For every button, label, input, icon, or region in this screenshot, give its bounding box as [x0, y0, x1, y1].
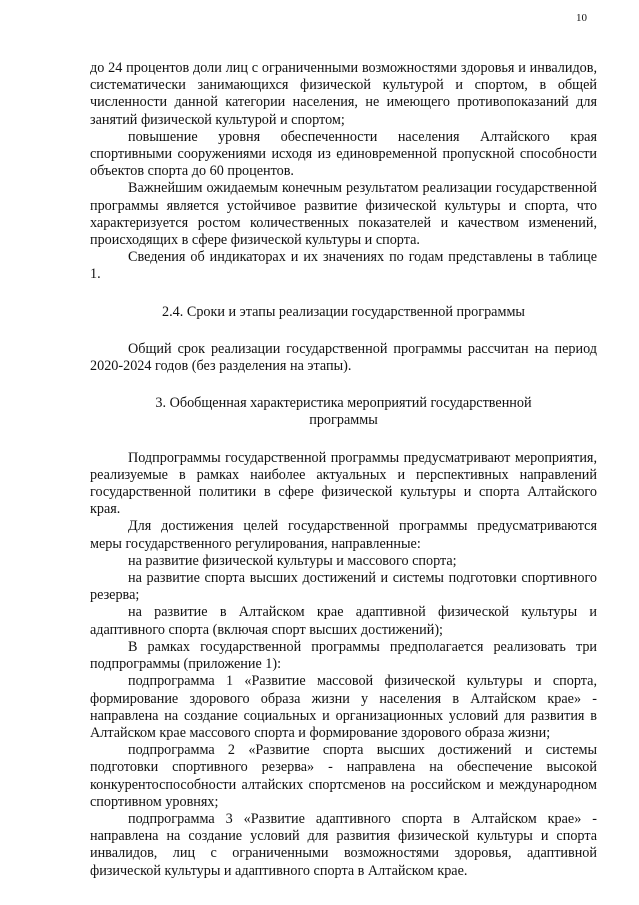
list-item: на развитие физической культуры и массового спорта;	[128, 552, 457, 569]
paragraph: повышение уровня обеспеченности населения Алтайского края спортивными сооружениями исходя из единовременной пропускной способности объектов спорта до 60 процентов.	[90, 128, 597, 180]
paragraph: Важнейшим ожидаемым конечным результатом реализации государственной программы является устойчивое развитие физической культуры и спорта, что характеризуется ростом количественных показателей и качеством изменений, происходящих в сфере физической культуры и спорта.	[90, 180, 597, 249]
paragraph: В рамках государственной программы предполагается реализовать три подпрограммы (приложение 1):	[90, 638, 597, 673]
section-3-heading-line2: программы	[309, 412, 378, 429]
section-3-heading-line1: 3. Обобщенная характеристика мероприятий государственной	[155, 395, 532, 412]
list-item: на развитие в Алтайском крае адаптивной физической культуры и адаптивного спорта (включая спорт высших достижений);	[90, 604, 597, 638]
paragraph: Сведения об индикаторах и их значениях по годам представлены в таблице 1.	[90, 249, 597, 283]
list-item: на развитие спорта высших достижений и системы подготовки спортивного резерва;	[90, 570, 597, 604]
paragraph: Общий срок реализации государственной программы рассчитан на период 2020-2024 годов (без разделения на этапы).	[90, 340, 597, 375]
list-item: подпрограмма 3 «Развитие адаптивного спорта в Алтайском крае» - направлена на создание условий для развития физической культуры и спорта инвалидов, лиц с ограниченными возможностями здоровья, адаптивной физической культуры и адаптивного спорта в Алтайском крае.	[90, 810, 597, 879]
section-3-heading	[90, 395, 597, 429]
paragraph: Подпрограммы государственной программы предусматривают мероприятия, реализуемые в рамках наиболее актуальных и перспективных направлений государственной политики в сфере физической культуры и спорта Алтайского края.	[90, 449, 597, 518]
list-item: подпрограмма 2 «Развитие спорта высших достижений и системы подготовки спортивного резерва» - направлена на обеспечение высокой конкурентоспособности алтайских спортсменов на российском и международном спортивном уровнях;	[90, 742, 597, 810]
paragraph: Для достижения целей государственной программы предусматриваются меры государственного регулирования, направленные:	[90, 518, 597, 552]
page-number: 10	[576, 12, 587, 24]
list-item: подпрограмма 1 «Развитие массовой физической культуры и спорта, формирование здорового образа жизни у населения в Алтайском крае» - направлена на создание социальных и организационных условий для развития в Алтайском крае массового спорта и формирование здорового образа жизни;	[90, 673, 597, 741]
section-2-4-heading: 2.4. Сроки и этапы реализации государственной программы	[162, 303, 525, 320]
document-body	[90, 60, 597, 880]
paragraph: до 24 процентов доли лиц с ограниченными возможностями здоровья и инвалидов, систематически занимающихся физической культурой и спортом, в общей численности данной категории населения, не имеющего противопоказаний для занятий физической культурой и спортом;	[90, 60, 597, 128]
